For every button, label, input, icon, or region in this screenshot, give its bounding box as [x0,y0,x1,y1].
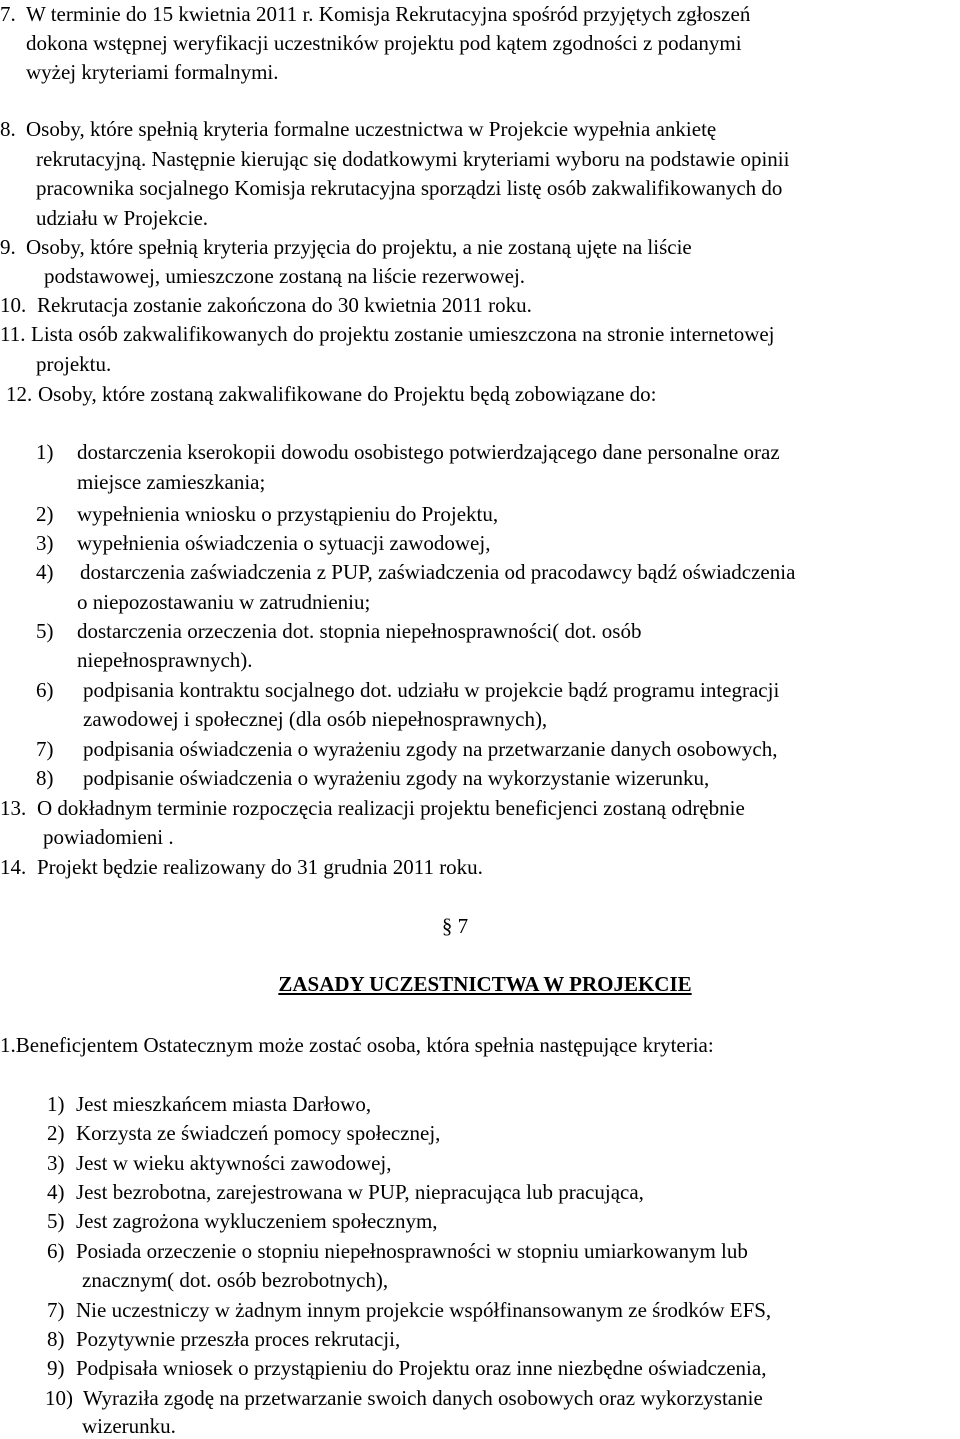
obligation-6-line-2: zawodowej i społecznej (dla osób niepełnosprawnych), [83,707,548,731]
obligation-5-line-2: niepełnosprawnych). [77,648,253,672]
item-13-number: 13. [0,796,27,820]
item-8-line-3: pracownika socjalnego Komisja rekrutacyjna sporządzi listę osób zakwalifikowanych do [36,176,783,200]
section-heading: ZASADY UCZESTNICTWA W PROJEKCIE [278,972,692,996]
item-11-line-2: projektu. [36,352,112,376]
criterion-9-number: 9) [47,1356,65,1380]
item-8-line-1: Osoby, które spełnią kryteria formalne uczestnictwa w Projekcie wypełnia ankietę [26,117,717,141]
obligation-7-number: 7) [36,737,54,761]
item-14-line-1: Projekt będzie realizowany do 31 grudnia 2011 roku. [37,855,483,879]
criteria-intro: 1.Beneficjentem Ostatecznym może zostać osoba, która spełnia następujące kryteria: [0,1033,714,1057]
criterion-5-line-1: Jest zagrożona wykluczeniem społecznym, [76,1209,438,1233]
obligation-8-number: 8) [36,766,54,790]
obligation-7-line-1: podpisania oświadczenia o wyrażeniu zgody na przetwarzanie danych osobowych, [83,737,778,761]
criterion-6-line-1: Posiada orzeczenie o stopniu niepełnosprawności w stopniu umiarkowanym lub [76,1239,748,1263]
item-11-number: 11. [0,322,26,346]
section-mark: § 7 [441,914,469,938]
item-9-line-1: Osoby, które spełnią kryteria przyjęcia do projektu, a nie zostaną ujęte na liście [26,235,692,259]
item-8-line-4: udziału w Projekcie. [36,206,209,230]
item-8-number: 8. [0,117,16,141]
criterion-4-number: 4) [47,1180,65,1204]
criterion-10-line-2: wizerunku. [82,1414,176,1438]
obligation-6-number: 6) [36,678,54,702]
criterion-1-line-1: Jest mieszkańcem miasta Darłowo, [76,1092,372,1116]
obligation-1-line-2: miejsce zamieszkania; [77,470,266,494]
criterion-8-line-1: Pozytywnie przeszła proces rekrutacji, [76,1327,401,1351]
item-12-line-1: Osoby, które zostaną zakwalifikowane do Projektu będą zobowiązane do: [38,382,657,406]
criterion-2-number: 2) [47,1121,65,1145]
item-7-line-1: W terminie do 15 kwietnia 2011 r. Komisja Rekrutacyjna spośród przyjętych zgłoszeń [26,2,751,26]
item-8-line-2: rekrutacyjną. Następnie kierując się dodatkowymi kryteriami wyboru na podstawie opinii [36,147,790,171]
criterion-3-line-1: Jest w wieku aktywności zawodowej, [76,1151,392,1175]
criterion-4-line-1: Jest bezrobotna, zarejestrowana w PUP, niepracująca lub pracująca, [76,1180,644,1204]
obligation-2-line-1: wypełnienia wniosku o przystąpieniu do Projektu, [77,502,499,526]
criterion-2-line-1: Korzysta ze świadczeń pomocy społecznej, [76,1121,441,1145]
criterion-10-line-1: Wyraziła zgodę na przetwarzanie swoich danych osobowych oraz wykorzystanie [83,1386,763,1410]
item-10-number: 10. [0,293,27,317]
obligation-8-line-1: podpisanie oświadczenia o wyrażeniu zgody na wykorzystanie wizerunku, [83,766,710,790]
obligation-5-line-1: dostarczenia orzeczenia dot. stopnia niepełnosprawności( dot. osób [77,619,642,643]
item-14-number: 14. [0,855,27,879]
criterion-7-number: 7) [47,1298,65,1322]
criterion-3-number: 3) [47,1151,65,1175]
obligation-5-number: 5) [36,619,54,643]
item-9-line-2: podstawowej, umieszczone zostaną na liście rezerwowej. [44,264,526,288]
item-13-line-1: O dokładnym terminie rozpoczęcia realizacji projektu beneficjenci zostaną odrębnie [37,796,745,820]
item-7-line-3: wyżej kryteriami formalnymi. [26,60,279,84]
criterion-6-line-2: znacznym( dot. osób bezrobotnych), [82,1268,389,1292]
obligation-6-line-1: podpisania kontraktu socjalnego dot. udziału w projekcie bądź programu integracji [83,678,780,702]
item-9-number: 9. [0,235,16,259]
item-7-number: 7. [0,2,16,26]
obligation-1-number: 1) [36,440,54,464]
item-12-number: 12. [6,382,33,406]
criterion-9-line-1: Podpisała wniosek o przystąpieniu do Projektu oraz inne niezbędne oświadczenia, [76,1356,767,1380]
obligation-4-line-2: o niepozostawaniu w zatrudnieniu; [77,590,371,614]
obligation-4-number: 4) [36,560,54,584]
obligation-3-line-1: wypełnienia oświadczenia o sytuacji zawodowej, [77,531,491,555]
criterion-6-number: 6) [47,1239,65,1263]
criterion-7-line-1: Nie uczestniczy w żadnym innym projekcie współfinansowanym ze środków EFS, [76,1298,772,1322]
criterion-5-number: 5) [47,1209,65,1233]
obligation-2-number: 2) [36,502,54,526]
criterion-1-number: 1) [47,1092,65,1116]
item-11-line-1: Lista osób zakwalifikowanych do projektu zostanie umieszczona na stronie internetowej [31,322,775,346]
obligation-1-line-1: dostarczenia kserokopii dowodu osobistego potwierdzającego dane personalne oraz [77,440,780,464]
item-10-line-1: Rekrutacja zostanie zakończona do 30 kwietnia 2011 roku. [37,293,532,317]
item-7-line-2: dokona wstępnej weryfikacji uczestników projektu pod kątem zgodności z podanymi [26,31,742,55]
obligation-3-number: 3) [36,531,54,555]
criterion-8-number: 8) [47,1327,65,1351]
obligation-4-line-1: dostarczenia zaświadczenia z PUP, zaświadczenia od pracodawcy bądź oświadczenia [80,560,796,584]
criterion-10-number: 10) [45,1386,73,1410]
item-13-line-2: powiadomieni . [43,825,174,849]
